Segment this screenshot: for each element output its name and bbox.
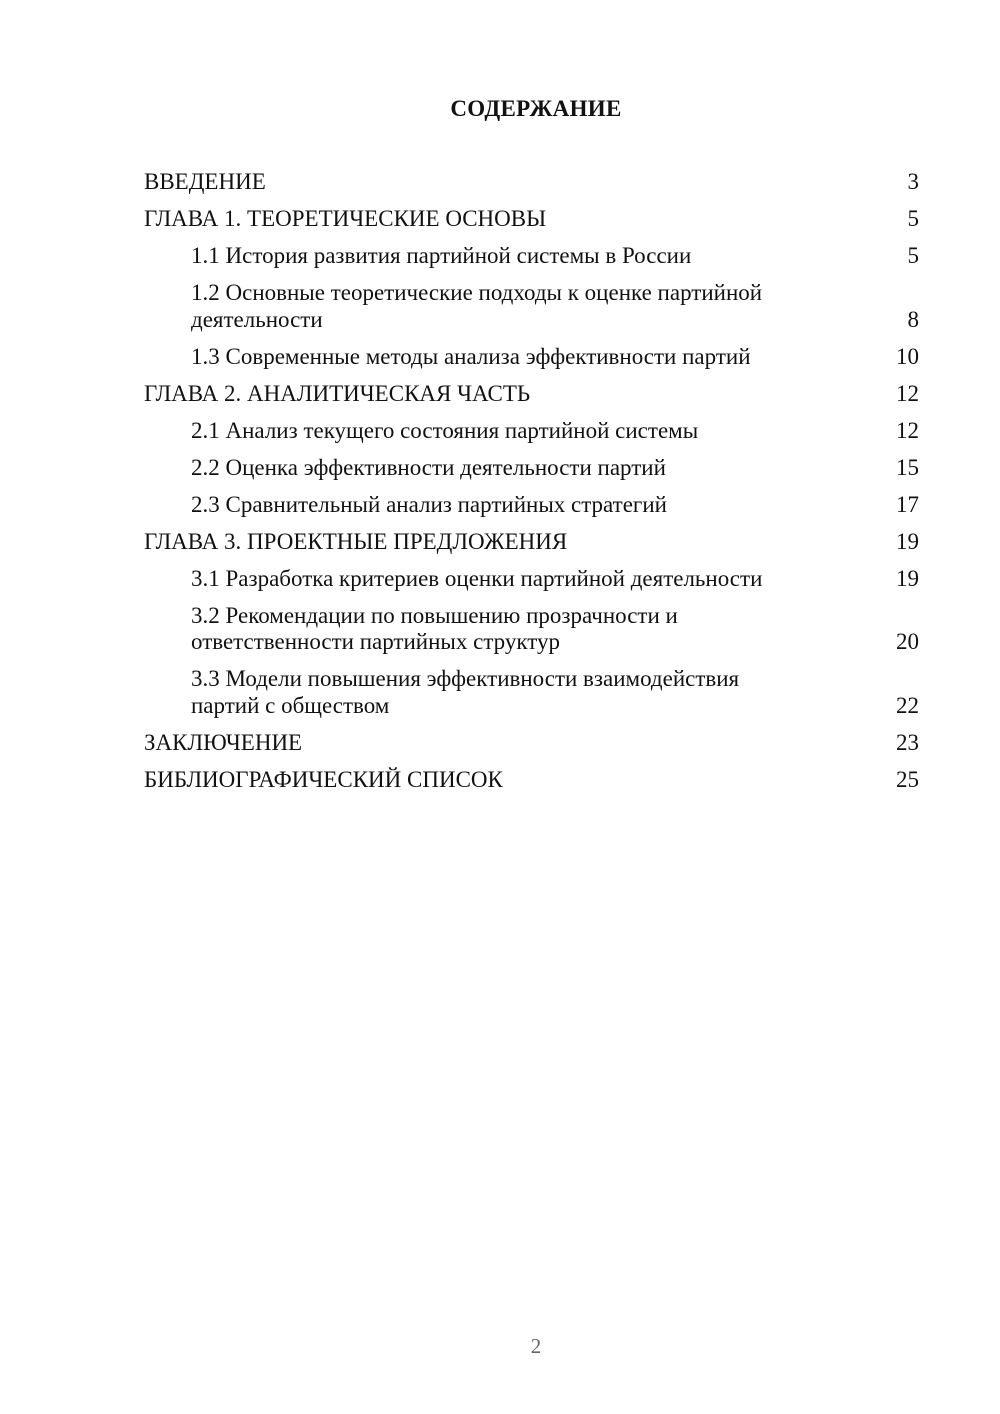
toc-entry-page: 10 xyxy=(896,343,919,369)
toc-entry-page: 5 xyxy=(907,206,919,231)
toc-entry-section-1-3[interactable] xyxy=(144,344,919,371)
toc-entry-section-3-1[interactable] xyxy=(144,566,919,593)
toc-entry-page: 19 xyxy=(896,528,919,554)
toc-entry-conclusion[interactable] xyxy=(144,730,919,757)
toc-entry-page: 22 xyxy=(896,692,919,718)
toc-entry-page: 25 xyxy=(896,766,919,792)
toc-entry-page: 8 xyxy=(907,306,919,332)
toc-entry-page: 20 xyxy=(896,629,919,654)
toc-entry-section-2-3[interactable] xyxy=(144,492,919,519)
table-of-contents xyxy=(144,169,919,804)
toc-entry-chapter-2[interactable] xyxy=(144,381,919,408)
toc-entry-page: 17 xyxy=(896,491,919,517)
toc-entry-label: ГЛАВА 1. ТЕОРЕТИЧЕСКИЕ ОСНОВЫ xyxy=(144,206,547,231)
toc-entry-label: 2.3 Сравнительный анализ партийных стратегий xyxy=(191,491,667,517)
toc-entry-chapter-1[interactable] xyxy=(144,206,919,233)
toc-entry-section-3-3[interactable] xyxy=(144,666,919,719)
toc-entry-label: 1.3 Современные методы анализа эффективности партий xyxy=(191,343,751,369)
toc-entry-section-2-1[interactable] xyxy=(144,418,919,445)
toc-entry-label: БИБЛИОГРАФИЧЕСКИЙ СПИСОК xyxy=(144,766,503,792)
toc-entry-page: 12 xyxy=(896,380,919,406)
toc-entry-page: 5 xyxy=(907,243,919,268)
toc-title: СОДЕРЖАНИЕ xyxy=(450,96,622,121)
toc-entry-label: 2.2 Оценка эффективности деятельности партий xyxy=(191,454,666,480)
toc-entry-label: 2.1 Анализ текущего состояния партийной системы xyxy=(191,417,699,443)
toc-entry-label: 3.1 Разработка критериев оценки партийной деятельности xyxy=(191,565,763,591)
toc-entry-page: 23 xyxy=(896,729,919,755)
toc-entry-section-2-2[interactable] xyxy=(144,455,919,482)
toc-entry-label: ГЛАВА 2. АНАЛИТИЧЕСКАЯ ЧАСТЬ xyxy=(144,380,531,406)
toc-entry-page: 15 xyxy=(896,454,919,480)
toc-entry-label: ГЛАВА 3. ПРОЕКТНЫЕ ПРЕДЛОЖЕНИЯ xyxy=(144,528,568,554)
toc-entry-label: ВВЕДЕНИЕ xyxy=(144,169,266,194)
toc-entry-page: 19 xyxy=(896,565,919,591)
toc-entry-label: 1.1 История развития партийной системы в России xyxy=(191,243,692,268)
toc-entry-introduction[interactable] xyxy=(144,169,919,196)
toc-entry-page: 3 xyxy=(907,169,919,194)
toc-entry-chapter-3[interactable] xyxy=(144,529,919,556)
toc-entry-section-1-1[interactable] xyxy=(144,243,919,270)
page-number: 2 xyxy=(530,1334,542,1358)
toc-entry-section-3-2[interactable] xyxy=(144,603,919,656)
toc-entry-label: ЗАКЛЮЧЕНИЕ xyxy=(144,729,303,755)
toc-entry-label: 1.2 Основные теоретические подходы к оценке партийной деятельности xyxy=(191,280,763,332)
toc-entry-page: 12 xyxy=(896,417,919,443)
toc-entry-label: 3.2 Рекомендации по повышению прозрачности и ответственности партийных структур xyxy=(191,602,678,654)
toc-entry-label: 3.3 Модели повышения эффективности взаимодействия партий с обществом xyxy=(191,666,740,718)
toc-entry-section-1-2[interactable] xyxy=(144,280,919,333)
toc-entry-bibliography[interactable] xyxy=(144,767,919,794)
